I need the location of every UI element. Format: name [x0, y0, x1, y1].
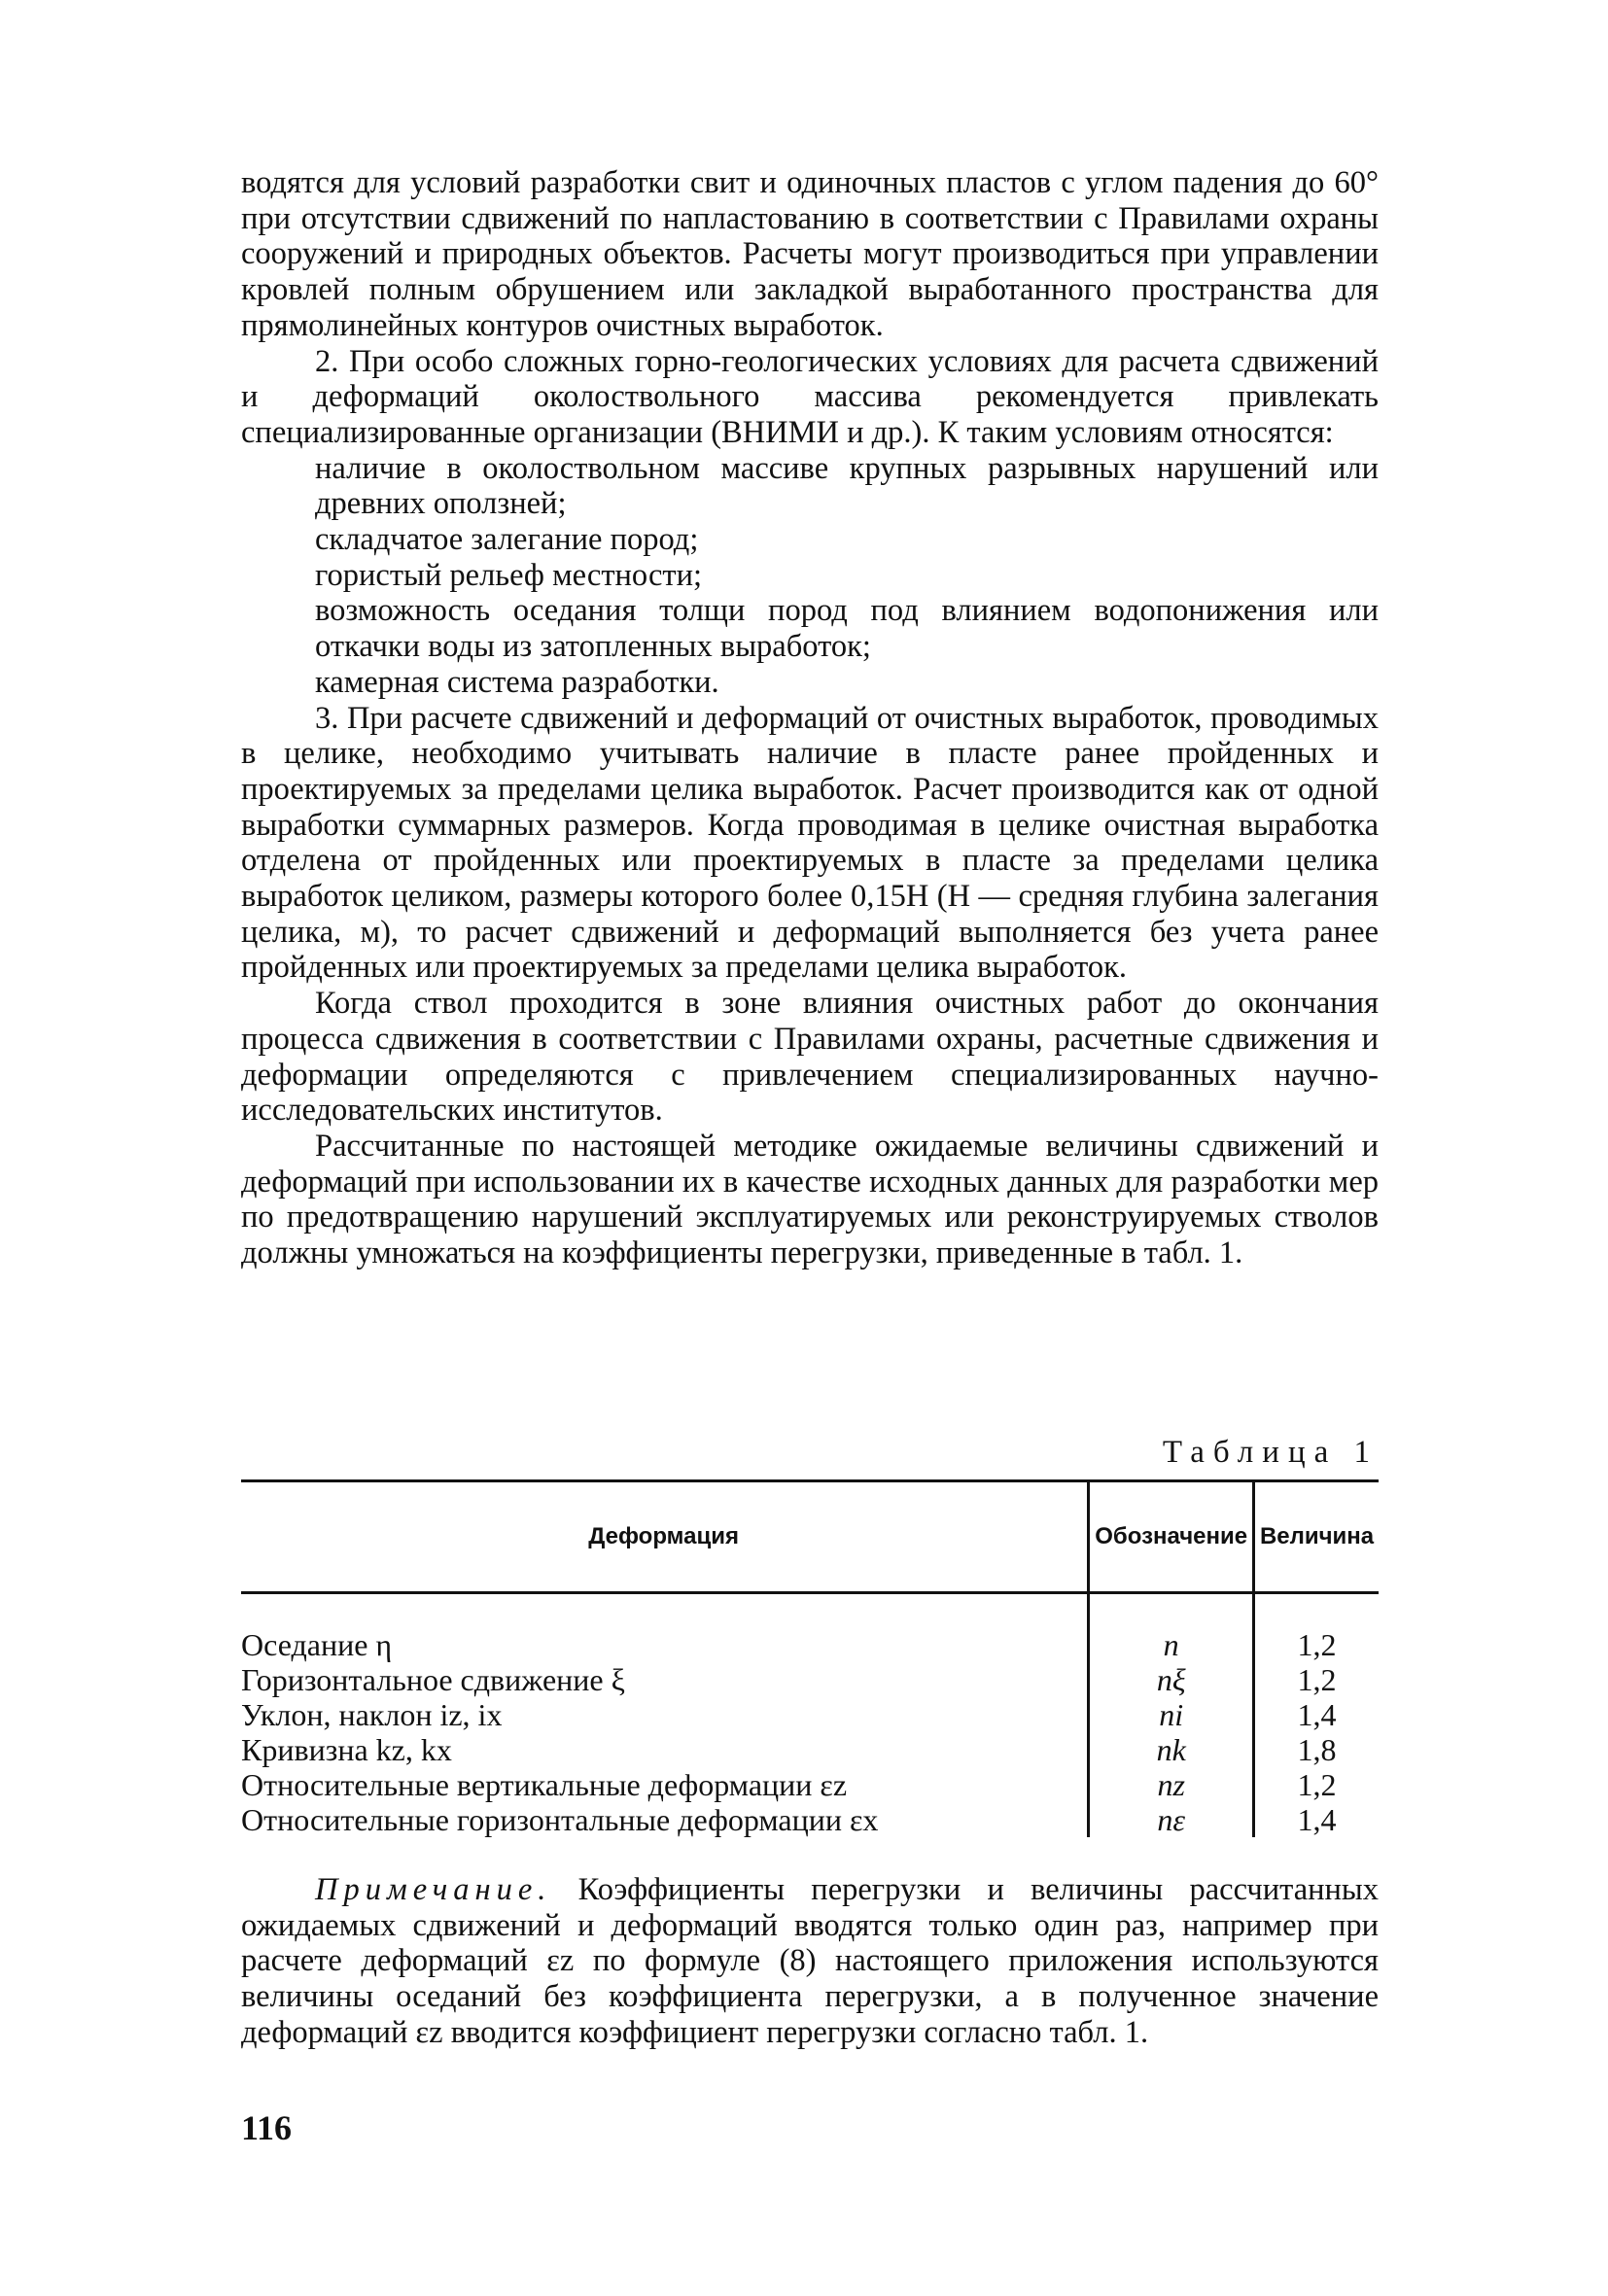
cell-value: 1,4 [1254, 1697, 1379, 1732]
table-row [241, 1767, 1379, 1802]
paragraph-4: Когда ствол проходится в зоне влияния очистных работ до окончания процесса сдвижения в соответствии с Правилами охраны, расчетные сдвижения и деформации определяются с привлечением специализированных научно-исследовательских институтов. [241, 986, 1379, 1129]
table-header-row [241, 1481, 1379, 1593]
cell-deformation: Оседание η [241, 1627, 393, 1662]
list-item: наличие в околоствольном массиве крупных разрывных нарушений или древних оползней; [315, 450, 1379, 522]
table-container [241, 1479, 1379, 1837]
table-row [241, 1593, 1379, 1663]
cell-deformation: Кривизна kz, kx [241, 1732, 452, 1767]
cell-value: 1,4 [1254, 1802, 1379, 1837]
note-label: Примечание. [315, 1872, 552, 1907]
header-value: Величина [1254, 1481, 1379, 1593]
paragraph-2: 2. При особо сложных горно-геологических условиях для расчета сдвижений и деформаций околоствольного массива рекомендуется привлекать специализированные организации (ВНИМИ и др.). К таким условиям относятся: [241, 343, 1379, 450]
list-item: складчатое залегание пород; [315, 522, 699, 558]
table-row [241, 1732, 1379, 1767]
cell-deformation: Горизонтальное сдвижение ξ [241, 1662, 625, 1697]
table-row [241, 1697, 1379, 1732]
cell-symbol: nk [1089, 1732, 1254, 1767]
paragraph-3: 3. При расчете сдвижений и деформаций от очистных выработок, проводимых в целике, необходимо учитывать наличие в пласте ранее пройденных и проектируемых за пределами целика выработок. Расчет производится как от одной выработки суммарных размеров. Когда проводимая в целике очистная выработка отделена от пройденных или проектируемых в пласте за пределами целика выработок целиком, размеры которого более 0,15H (H — средняя глубина залегания целика, м), то расчет сдвижений и деформаций выполняется без учета ранее пройденных или проектируемых за пределами целика выработок. [241, 700, 1379, 986]
cell-symbol: nε [1089, 1802, 1254, 1837]
cell-symbol: nξ [1089, 1662, 1254, 1697]
paragraph-1: водятся для условий разработки свит и одиночных пластов с углом падения до 60° при отсутствии сдвижений по напластованию в соответствии с Правилами охраны сооружений и природных объектов. Расчеты могут производиться при управлении кровлей полным обрушением или закладкой выработанного пространства для прямолинейных контуров очистных выработок. [241, 165, 1379, 343]
list-item: гористый рельеф местности; [315, 557, 703, 593]
cell-value: 1,8 [1254, 1732, 1379, 1767]
table-caption: Таблица 1 [1162, 1435, 1379, 1470]
paragraph-5: Рассчитанные по настоящей методике ожидаемые величины сдвижений и деформаций при использовании их в качестве исходных данных для разработки мер по предотвращению нарушений эксплуатируемых или реконструируемых стволов должны умножаться на коэффициенты перегрузки, приведенные в табл. 1. [241, 1128, 1379, 1271]
header-deformation: Деформация [241, 1481, 1089, 1593]
page-number: 116 [241, 2108, 293, 2147]
coefficients-table [241, 1479, 1379, 1837]
note-text: Коэффициенты перегрузки и величины рассчитанных ожидаемых сдвижений и деформаций вводятся только один раз, например при расчете деформаций εz по формуле (8) настоящего приложения используются величины оседаний без коэффициента перегрузки, а в полученное значение деформаций εz вводится коэффициент перегрузки согласно табл. 1. [241, 1872, 1380, 2050]
cell-deformation: Уклон, наклон iz, ix [241, 1697, 503, 1732]
cell-value: 1,2 [1254, 1593, 1379, 1663]
cell-value: 1,2 [1254, 1767, 1379, 1802]
list-item: камерная система разработки. [315, 664, 719, 700]
table-row [241, 1662, 1379, 1697]
cell-symbol: ni [1089, 1697, 1254, 1732]
cell-deformation: Относительные горизонтальные деформации εx [241, 1802, 879, 1837]
list-item: возможность оседания толщи пород под влиянием водопонижения или откачки воды из затопленных выработок; [315, 593, 1379, 665]
cell-symbol: n [1089, 1593, 1254, 1663]
cell-deformation: Относительные вертикальные деформации εz [241, 1767, 848, 1802]
cell-symbol: nz [1089, 1767, 1254, 1802]
header-symbol: Обозначение [1089, 1481, 1254, 1593]
body-text [241, 165, 1379, 1271]
table-row [241, 1802, 1379, 1837]
cell-value: 1,2 [1254, 1662, 1379, 1697]
table-note [241, 1872, 1379, 2051]
